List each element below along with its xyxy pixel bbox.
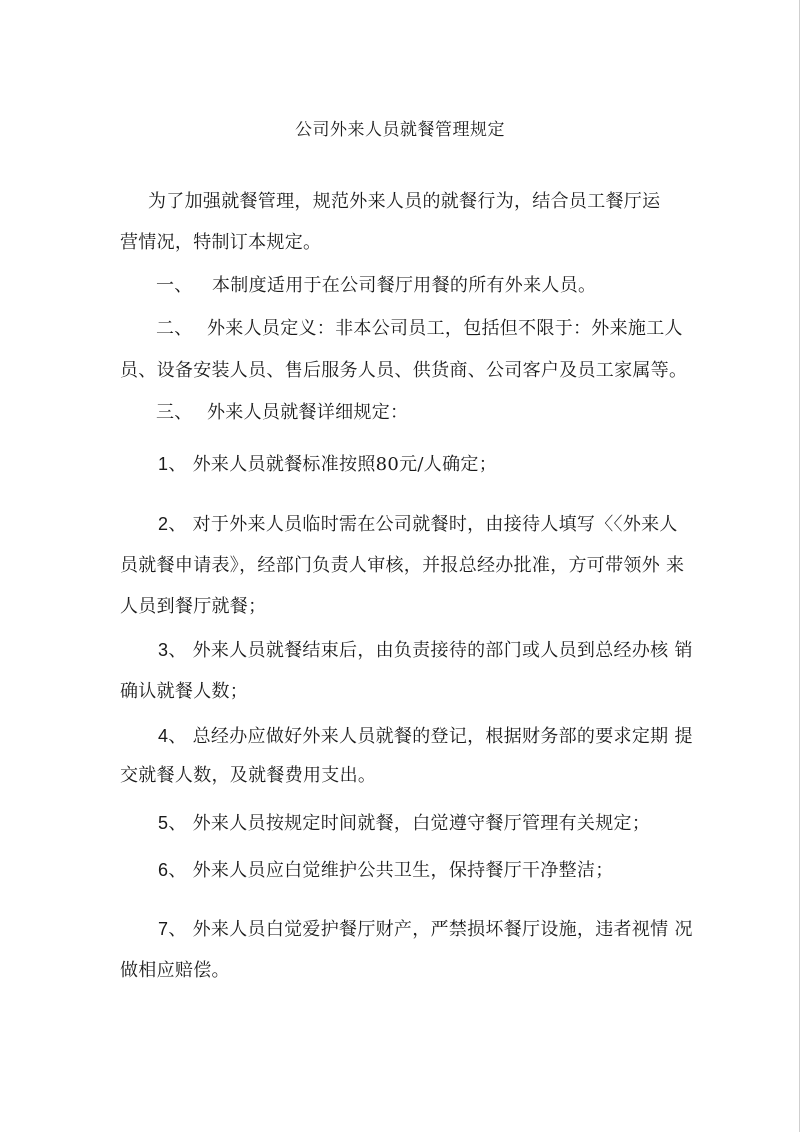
rule-text: 、 总经办应做好外来人员就餐的登记，根据财务部的要求定期 提 bbox=[168, 726, 693, 747]
rule-text: 、 外来人员按规定时间就餐，白觉遵守餐厅管理有关规定； bbox=[168, 813, 651, 834]
rule-number: 2 bbox=[158, 514, 169, 534]
rule-number: 4 bbox=[158, 726, 169, 746]
section-3-text: 外来人员就餐详细规定： bbox=[207, 402, 409, 423]
rule-number: 6 bbox=[158, 860, 169, 880]
intro-line-2: 营情况，特制订本规定。 bbox=[120, 232, 322, 253]
rule-number: 3 bbox=[158, 640, 169, 660]
rule-7-line-2: 做相应赔偿。 bbox=[120, 960, 230, 981]
rule-text: 、 外来人员白觉爱护餐厅财产，严禁损坏餐厅设施，违者视情 况 bbox=[168, 919, 693, 940]
section-2-marker: 二、 bbox=[156, 318, 193, 339]
rule-1-line-1 bbox=[158, 455, 497, 474]
rule-number: 7 bbox=[158, 919, 169, 939]
rule-number: 5 bbox=[158, 813, 169, 833]
rule-5-line-1 bbox=[158, 814, 650, 833]
rule-number: 1 bbox=[158, 454, 169, 474]
rule-text: 、 对于外来人员临时需在公司就餐时，由接待人填写〈〈外来人 bbox=[168, 514, 678, 535]
document-title: 公司外来人员就餐管理规定 bbox=[295, 120, 505, 140]
rule-2-line-2: 员就餐申请表》，经部门负责人审核，并报总经办批准，方可带领外 来 bbox=[120, 555, 685, 576]
section-1-marker: 一、 bbox=[156, 275, 193, 296]
rule-text: 、 外来人员就餐结束后，由负责接待的部门或人员到总经办核 销 bbox=[168, 640, 693, 661]
section-1-text: 本制度适用于在公司餐厅用餐的所有外来人员。 bbox=[212, 275, 597, 296]
section-3-marker: 三、 bbox=[156, 402, 193, 423]
rule-3-line-2: 确认就餐人数； bbox=[120, 681, 249, 702]
rule-2-line-1 bbox=[158, 515, 678, 534]
rule-2-line-3: 人员到餐厅就餐； bbox=[120, 596, 267, 617]
rule-4-line-1 bbox=[158, 727, 693, 746]
rule-text: 、 外来人员应白觉维护公共卫生，保持餐厅干净整洁； bbox=[168, 860, 614, 881]
rule-7-line-1 bbox=[158, 920, 693, 939]
rule-text: 、 外来人员就餐标准按照80元/人确定； bbox=[168, 454, 498, 475]
rule-3-line-1 bbox=[158, 641, 693, 660]
rule-4-line-2: 交就餐人数，及就餐费用支出。 bbox=[120, 765, 377, 786]
section-2-line-2: 员、设备安装人员、售后服务人员、供货商、公司客户及员工家属等。 bbox=[120, 360, 688, 381]
section-2-line-1: 外来人员定义：非本公司员工，包括但不限于：外来施工人 bbox=[207, 318, 683, 339]
rule-6-line-1 bbox=[158, 861, 614, 880]
intro-line-1: 为了加强就餐管理，规范外来人员的就餐行为，结合员工餐厅运 bbox=[148, 191, 661, 212]
